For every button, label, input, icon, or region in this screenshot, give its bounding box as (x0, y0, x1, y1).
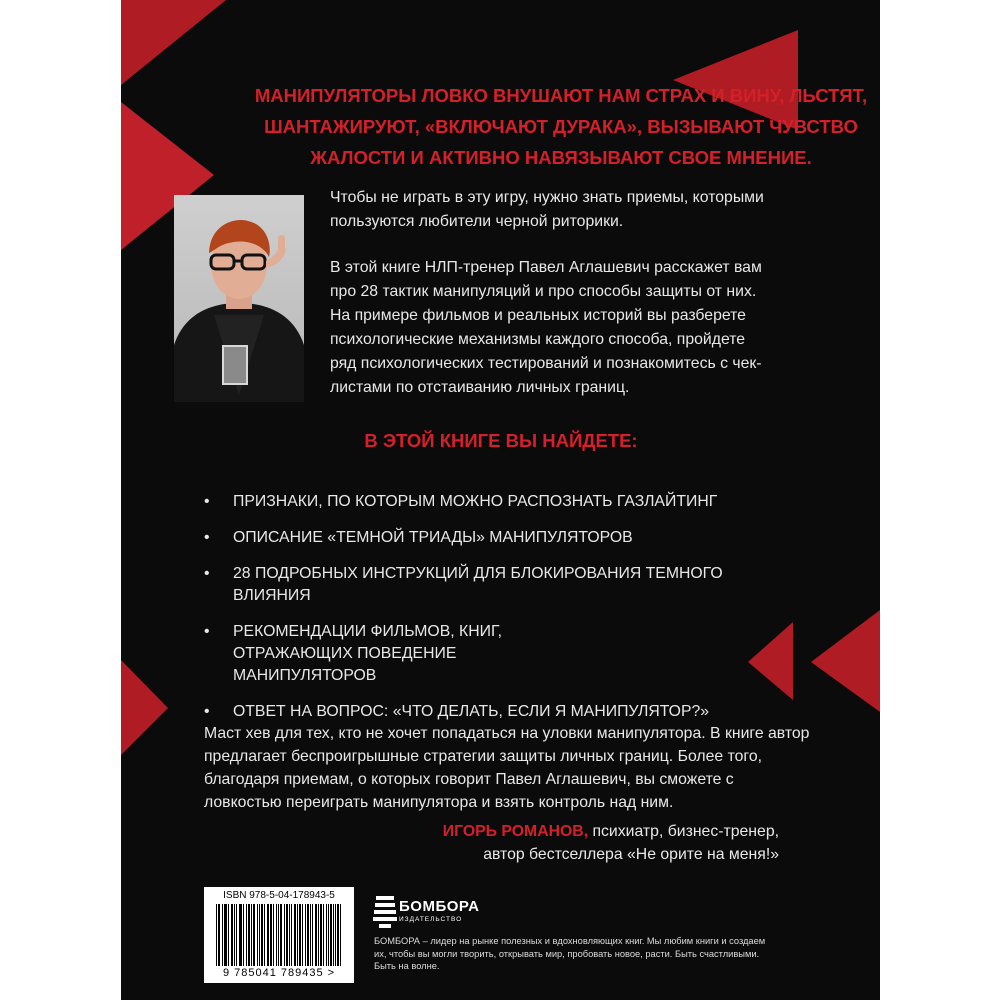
reviewer-name: ИГОРЬ РОМАНОВ, (442, 823, 589, 840)
bullet-icon: • (204, 493, 210, 510)
feature-list (201, 491, 761, 737)
headline-line-2: ШАНТАЖИРУЮТ, «ВКЛЮЧАЮТ ДУРАКА», ВЫЗЫВАЮТ ЧУВСТВО (264, 116, 858, 137)
list-item (201, 701, 761, 723)
bullet-icon: • (204, 529, 210, 546)
barcode (204, 887, 354, 983)
reviewer-book: автор бестселлера «Не орите на меня!» (483, 846, 779, 863)
list-item-text: 28 ПОДРОБНЫХ ИНСТРУКЦИЙ ДЛЯ БЛОКИРОВАНИЯ ТЕМНОГО ВЛИЯНИЯ (233, 565, 723, 604)
publisher-name: БОМБОРА (399, 898, 480, 915)
bullet-icon: • (204, 703, 210, 720)
intro-paragraph-2: В этой книге НЛП-тренер Павел Аглашевич расскажет вам про 28 тактик манипуляций и про способы защиты от них. На примере фильмов и реальных историй вы разберете психологические механизмы каждого способа, пройдете ряд психологических тестирований и познакомитесь с чек-листами по отстаиванию личных границ. (330, 259, 762, 396)
list-item-text: РЕКОМЕНДАЦИИ ФИЛЬМОВ, КНИГ, ОТРАЖАЮЩИХ ПОВЕДЕНИЕ МАНИПУЛЯТОРОВ (233, 623, 502, 684)
intro-paragraph-1: Чтобы не играть в эту игру, нужно знать приемы, которыми пользуются любители черной риторики. (330, 189, 764, 230)
review-quote: Маст хев для тех, кто не хочет попадаться на уловки манипулятора. В книге автор предлагает беспроигрышные стратегии защиты личных границ. Более того, благодаря приемам, о которых говорит Павел Аглашевич, вы сможете с ловкостью переиграть манипулятора и взять контроль над ним. (204, 725, 810, 811)
triangle-right-bottom (811, 610, 880, 712)
reviewer-signature (411, 820, 779, 866)
list-item-text: ОТВЕТ НА ВОПРОС: «ЧТО ДЕЛАТЬ, ЕСЛИ Я МАНИПУЛЯТОР?» (233, 703, 710, 720)
book-back-cover (121, 0, 880, 1000)
reviewer-role: психиатр, бизнес-тренер, (592, 823, 779, 840)
find-heading: В ЭТОЙ КНИГЕ ВЫ НАЙДЕТЕ: (364, 430, 638, 451)
intro-text (330, 186, 770, 400)
bullet-icon: • (204, 623, 210, 640)
isbn-label: ISBN 978-5-04-178943-5 (223, 890, 335, 901)
triangle-left-lower (121, 660, 168, 755)
publisher-subtitle: ИЗДАТЕЛЬСТВО (399, 916, 463, 923)
headline-line-1: МАНИПУЛЯТОРЫ ЛОВКО ВНУШАЮТ НАМ СТРАХ И ВИНУ, ЛЬСТЯТ, (254, 85, 868, 106)
list-item (201, 621, 761, 687)
publisher-description: БОМБОРА – лидер на рынке полезных и вдохновляющих книг. Мы любим книги и создаем их, чтобы вы могли творить, открывать мир, пробовать новое, расти. Быть счастливыми. Быть на волне. (374, 936, 766, 971)
list-item (201, 491, 761, 513)
list-item (201, 527, 761, 549)
barcode-bars (216, 904, 342, 966)
headline (241, 80, 880, 173)
barcode-number: 9 785041 789435 > (222, 967, 336, 979)
bullet-icon: • (204, 565, 210, 582)
reviewer-line (411, 820, 779, 843)
headline-line-3: ЖАЛОСТИ И АКТИВНО НАВЯЗЫВАЮТ СВОЕ МНЕНИЕ. (310, 147, 812, 168)
list-item-text: ПРИЗНАКИ, ПО КОТОРЫМ МОЖНО РАСПОЗНАТЬ ГАЗЛАЙТИНГ (233, 493, 718, 510)
list-item-text: ОПИСАНИЕ «ТЕМНОЙ ТРИАДЫ» МАНИПУЛЯТОРОВ (233, 529, 633, 546)
list-item (201, 563, 761, 607)
triangle-top-left (121, 0, 226, 85)
author-photo (174, 195, 304, 402)
